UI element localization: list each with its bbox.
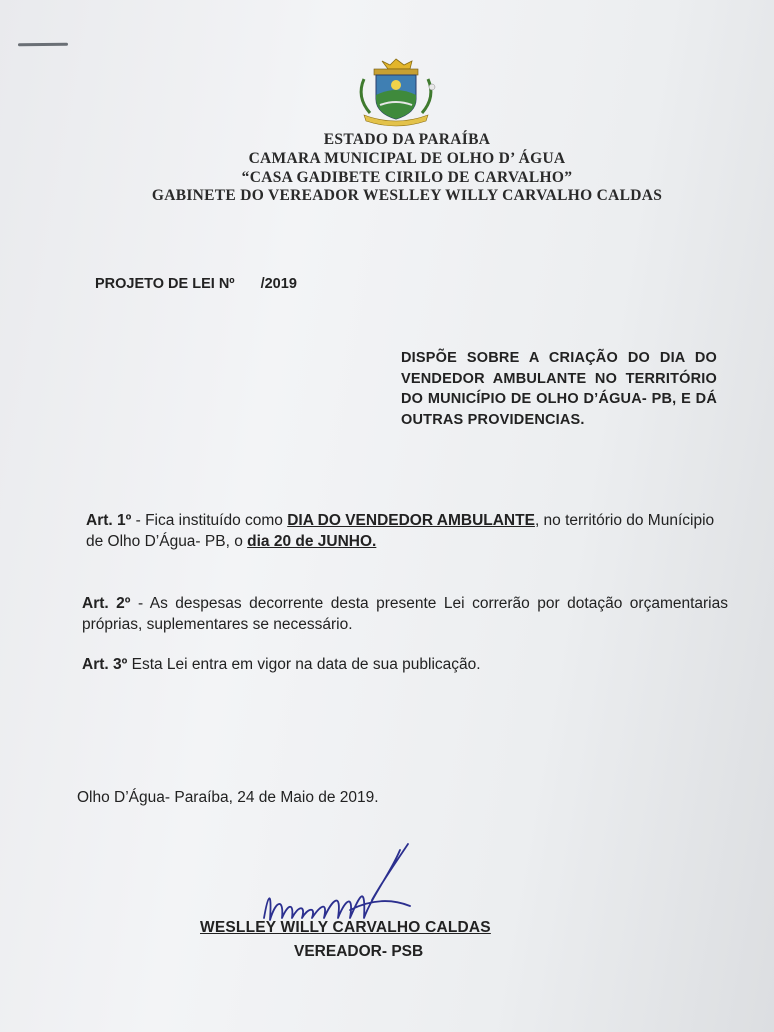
- header-chamber: CAMARA MUNICIPAL DE OLHO D’ ÁGUA: [248, 150, 566, 167]
- header-house-name: “CASA GADIBETE CIRILO DE CARVALHO”: [241, 169, 573, 186]
- header-state: ESTADO DA PARAÍBA: [323, 131, 491, 148]
- article-1-emphasis-a: DIA DO VENDEDOR AMBULANTE: [287, 512, 535, 529]
- bill-year: /2019: [260, 276, 297, 292]
- article-3-text: Esta Lei entra em vigor na data de sua publicação.: [127, 656, 481, 673]
- bill-summary: DISPÕE SOBRE A CRIAÇÃO DO DIA DO VENDEDOR AMBULANTE NO TERRITÓRIO DO MUNICÍPIO DE OLHO D’ÁGUA- PB, E DÁ OUTRAS PROVIDENCIAS.: [401, 350, 717, 428]
- article-3: [82, 654, 722, 675]
- date-line: Olho D’Água- Paraíba, 24 de Maio de 2019.: [77, 789, 379, 806]
- article-2: [82, 593, 728, 635]
- article-3-label: Art. 3º: [82, 656, 128, 673]
- article-1-label: Art. 1º: [86, 512, 132, 529]
- staple-mark: [18, 43, 68, 46]
- article-1-text-b: , no território do Munícipio de Olho D’Água- PB, o: [86, 512, 715, 550]
- bill-label: PROJETO DE LEI Nº: [95, 276, 235, 292]
- article-2-text: - As despesas decorrente desta presente Lei correrão por dotação orçamentarias próprias, suplementares se necessário.: [82, 595, 728, 633]
- article-2-label: Art. 2º: [82, 595, 131, 612]
- signatory-role: VEREADOR- PSB: [294, 943, 424, 960]
- article-1-text-a: - Fica instituído como: [131, 512, 288, 529]
- signatory-name: WESLLEY WILLY CARVALHO CALDAS: [200, 919, 491, 936]
- bill-number: [95, 276, 297, 292]
- article-1-emphasis-b: dia 20 de JUNHO.: [247, 533, 377, 550]
- municipal-coat-of-arms: [346, 55, 446, 127]
- article-1: [86, 510, 726, 552]
- header-cabinet: GABINETE DO VEREADOR WESLLEY WILLY CARVALHO CALDAS: [151, 187, 663, 204]
